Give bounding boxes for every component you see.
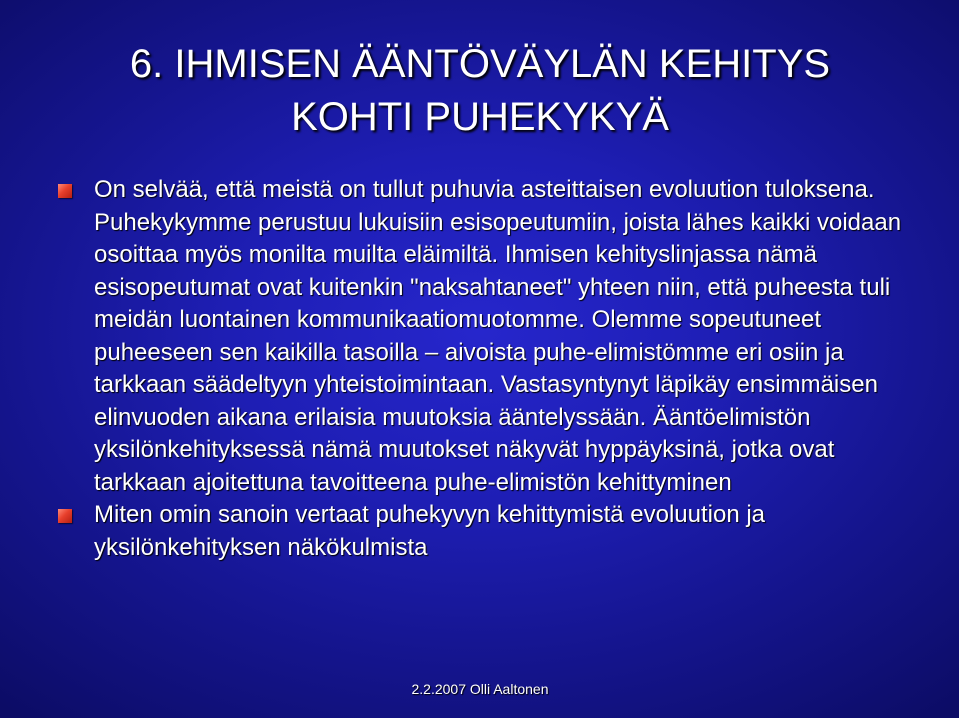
bullet-text-2: Miten omin sanoin vertaat puhekyvyn kehittymistä evoluution ja yksilönkehityksen näkökulmista xyxy=(94,501,766,561)
bullet-item-2 xyxy=(54,499,914,564)
square-bullet-icon xyxy=(58,509,72,523)
slide-footer: 2.2.2007 Olli Aaltonen xyxy=(411,681,549,697)
square-bullet-icon xyxy=(58,184,72,198)
bullet-text-1: On selvää, että meistä on tullut puhuvia asteittaisen evoluution tuloksena. Puhekykymme perustuu lukuisiin esisopeutumiin, joista lähes kaikki voidaan osoittaa myös monilta muilta eläimiltä. Ihmisen kehityslinjassa nämä esisopeutumat ovat kuitenkin "naksahtaneet" yhteen niin, että puheesta tuli meidän luontainen kommunikaatiomuotomme. Olemme sopeutuneet puheeseen sen kaikilla tasoilla – aivoista puhe-elimistömme eri osiin ja tarkkaan säädeltyyn yhteistoimintaan. Vastasyntynyt läpikäy ensimmäisen elinvuoden aikana erilaisia muutoksia ääntelyssään. Ääntöelimistön yksilönkehityksessä nämä muutokset näkyvät hyppäyksinä, jotka ovat tarkkaan ajoitettuna tavoitteena puhe-elimistön kehittyminen xyxy=(94,176,902,496)
bullet-item-1 xyxy=(54,174,914,499)
title-line-2: KOHTI PUHEKYKYÄ xyxy=(291,95,669,139)
title-line-1: 6. IHMISEN ÄÄNTÖVÄYLÄN KEHITYS xyxy=(129,42,831,86)
slide-title xyxy=(40,38,920,144)
bullet-list xyxy=(54,174,914,564)
